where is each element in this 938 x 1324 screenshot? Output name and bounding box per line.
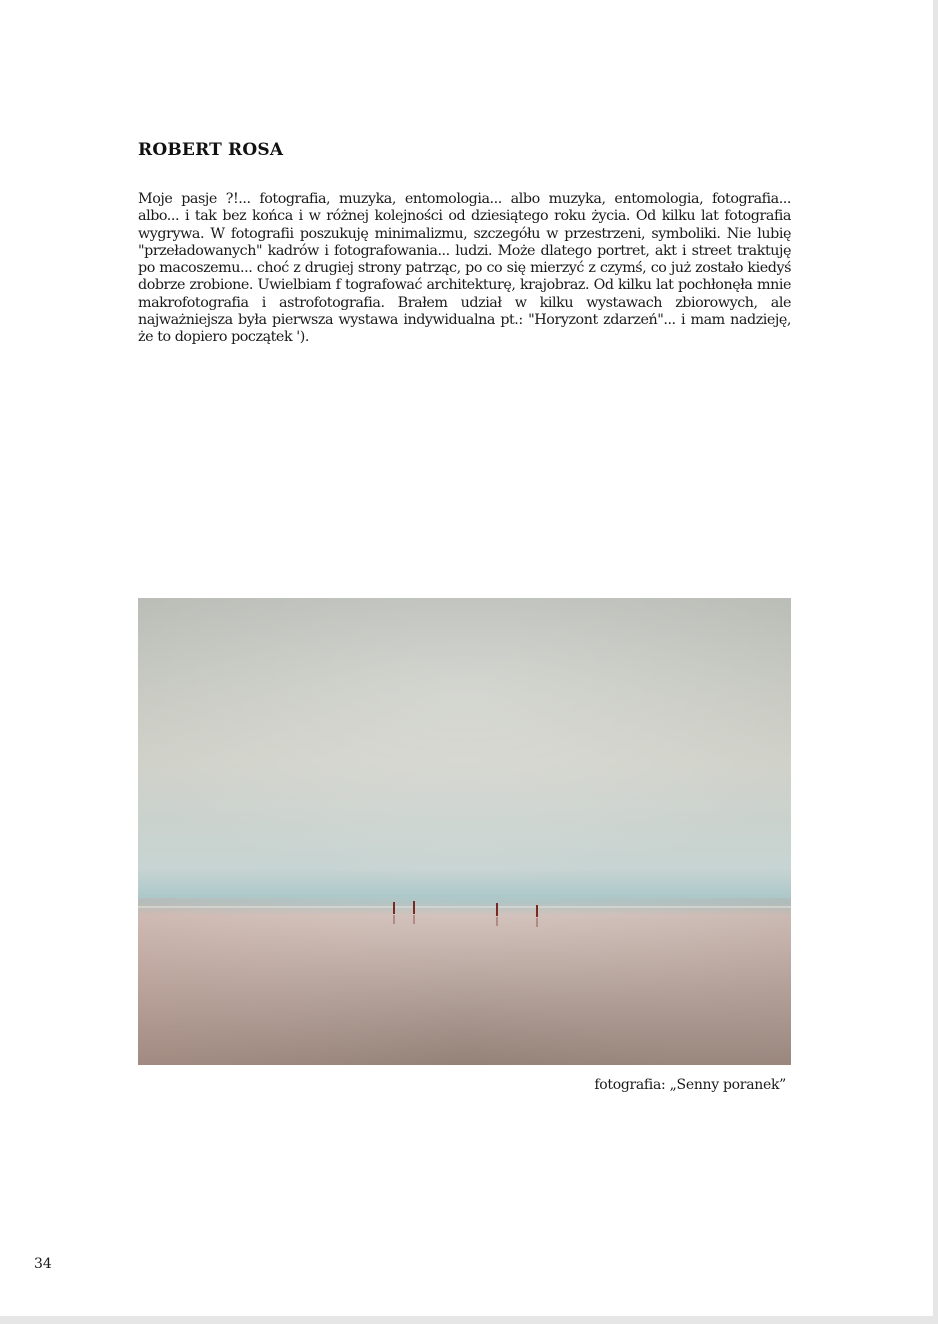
figure (536, 905, 538, 917)
reflection (393, 915, 395, 924)
sky-glow (138, 598, 791, 918)
figure (393, 902, 395, 914)
page-number: 34 (34, 1256, 52, 1272)
figure (496, 903, 498, 916)
author-bio: Moje pasje ?!... fotografia, muzyka, entomologia... albo muzyka, entomologia, fotografia... albo... i tak bez końca i w różnej kolejności od dziesiątego roku życia. Od kilku lat fotografia wygrywa. W fotografii poszukuję minimalizmu, szczegółu w przestrzeni, symboliki. Nie lubię "przeładowanych" kadrów i fotografowania... ludzi. Może dlatego portret, akt i street traktuję po macoszemu... choć z drugiej strony patrząc, po co się mierzyć z czymś, co już zostało kiedyś dobrze zrobione. Uwielbiam f tografować architekturę, krajobraz. Od kilku lat pochłonęła mnie makrofotografia i astrofotografia. Brałem udział w kilku wystawach zbiorowych, ale najważniejsza była pierwsza wystawa indywidualna pt.: "Horyzont zdarzeń"... i mam nadzieję, że to dopiero początek '). (138, 191, 791, 346)
reflection (413, 915, 415, 924)
page-edge-shadow (0, 1316, 938, 1324)
author-name: ROBERT ROSA (138, 140, 284, 160)
photo-caption: fotografia: „Senny poranek” (594, 1077, 786, 1093)
reflection (496, 917, 498, 926)
figure (413, 901, 415, 914)
reflection (536, 918, 538, 927)
water-tint (138, 898, 791, 1065)
photograph-senny-poranek (138, 598, 791, 1065)
page-edge-shadow (933, 0, 938, 1324)
photo-image (138, 598, 791, 1065)
